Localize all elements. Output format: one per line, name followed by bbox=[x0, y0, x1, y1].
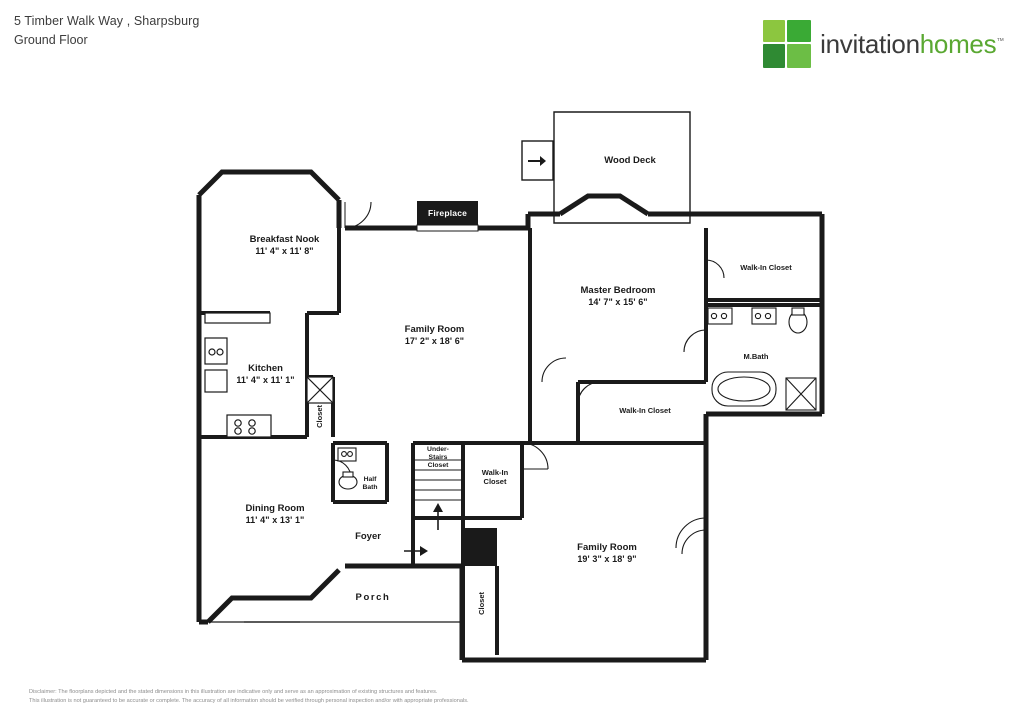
label-breakfast-nook bbox=[212, 234, 357, 257]
floor-label: Ground Floor bbox=[14, 33, 88, 47]
foyer-name: Foyer bbox=[355, 531, 381, 542]
entry-closet-block bbox=[463, 528, 497, 566]
logo-word-invitation: invitation bbox=[820, 28, 920, 59]
deck-door bbox=[522, 141, 553, 180]
label-half-bath bbox=[352, 476, 388, 492]
label-walk-in-closet-center bbox=[466, 468, 524, 486]
walk-in-closet-center-line1: Walk-In bbox=[481, 468, 509, 477]
breakfast-nook-dimensions: 11' 4" x 11' 8" bbox=[255, 245, 314, 256]
kitchen-name: Kitchen bbox=[248, 363, 283, 374]
label-porch bbox=[328, 592, 418, 604]
fireplace-label bbox=[417, 201, 478, 225]
master-bath-name: M.Bath bbox=[743, 352, 769, 361]
half-bath-line2: Bath bbox=[362, 484, 378, 492]
interior-walls bbox=[199, 228, 822, 660]
family-room-2-name: Family Room bbox=[577, 542, 637, 553]
walk-in-closet-mid-name: Walk-In Closet bbox=[619, 406, 671, 415]
label-kitchen bbox=[198, 363, 333, 386]
label-family-room-2 bbox=[537, 542, 677, 565]
under-stairs-line2: Stairs bbox=[428, 454, 448, 462]
wood-deck-name: Wood Deck bbox=[604, 155, 656, 166]
dining-room-name: Dining Room bbox=[245, 503, 305, 514]
label-family-room-1 bbox=[372, 324, 497, 347]
label-foyer bbox=[333, 531, 403, 543]
disclaimer bbox=[29, 688, 789, 705]
porch-name: Porch bbox=[355, 592, 391, 603]
logo-trademark: ™ bbox=[996, 35, 1004, 45]
label-under-stairs-closet bbox=[413, 446, 463, 471]
label-walk-in-closet-mid bbox=[590, 406, 700, 415]
half-bath-line1: Half bbox=[363, 476, 377, 483]
label-closet-entry: Closet bbox=[477, 592, 486, 615]
under-stairs-line3: Closet bbox=[427, 462, 449, 470]
label-master-bedroom bbox=[543, 285, 693, 308]
family-room-1-name: Family Room bbox=[404, 324, 465, 335]
under-stairs-line1: Under- bbox=[427, 446, 449, 453]
disclaimer-line-1: Disclaimer: The floorplans depicted and the stated dimensions in this illustration are indicative only and serve as an approximation of existing structures and features. bbox=[29, 689, 438, 695]
dining-room-dimensions: 11' 4" x 13' 1" bbox=[245, 514, 305, 525]
logo-word-homes: homes bbox=[919, 28, 997, 59]
kitchen-dimensions: 11' 4" x 11' 1" bbox=[236, 374, 295, 385]
label-dining-room bbox=[205, 503, 345, 526]
walk-in-closet-top-name: Walk-In Closet bbox=[740, 263, 792, 272]
page-title: 5 Timber Walk Way , Sharpsburg bbox=[14, 14, 200, 28]
family-room-1-dimensions: 17' 2" x 18' 6" bbox=[404, 335, 465, 346]
disclaimer-line-2: This illustration is not guaranteed to be accurate or complete. The accuracy of all information should be verified through personal inspection and/or with appropriate professionals. bbox=[29, 697, 469, 704]
label-closet-kitchen: Closet bbox=[315, 405, 324, 428]
master-bedroom-name: Master Bedroom bbox=[580, 285, 656, 296]
label-walk-in-closet-top bbox=[711, 263, 821, 272]
master-bedroom-dimensions: 14' 7" x 15' 6" bbox=[588, 296, 648, 307]
family-room-2-dimensions: 19' 3" x 18' 9" bbox=[577, 553, 637, 564]
family-room-2-door bbox=[676, 518, 706, 548]
label-master-bath bbox=[716, 352, 796, 361]
breakfast-nook-name: Breakfast Nook bbox=[249, 234, 320, 245]
label-wood-deck bbox=[575, 155, 685, 167]
walk-in-closet-center-line2: Closet bbox=[483, 477, 507, 486]
fireplace-text: Fireplace bbox=[427, 208, 468, 218]
